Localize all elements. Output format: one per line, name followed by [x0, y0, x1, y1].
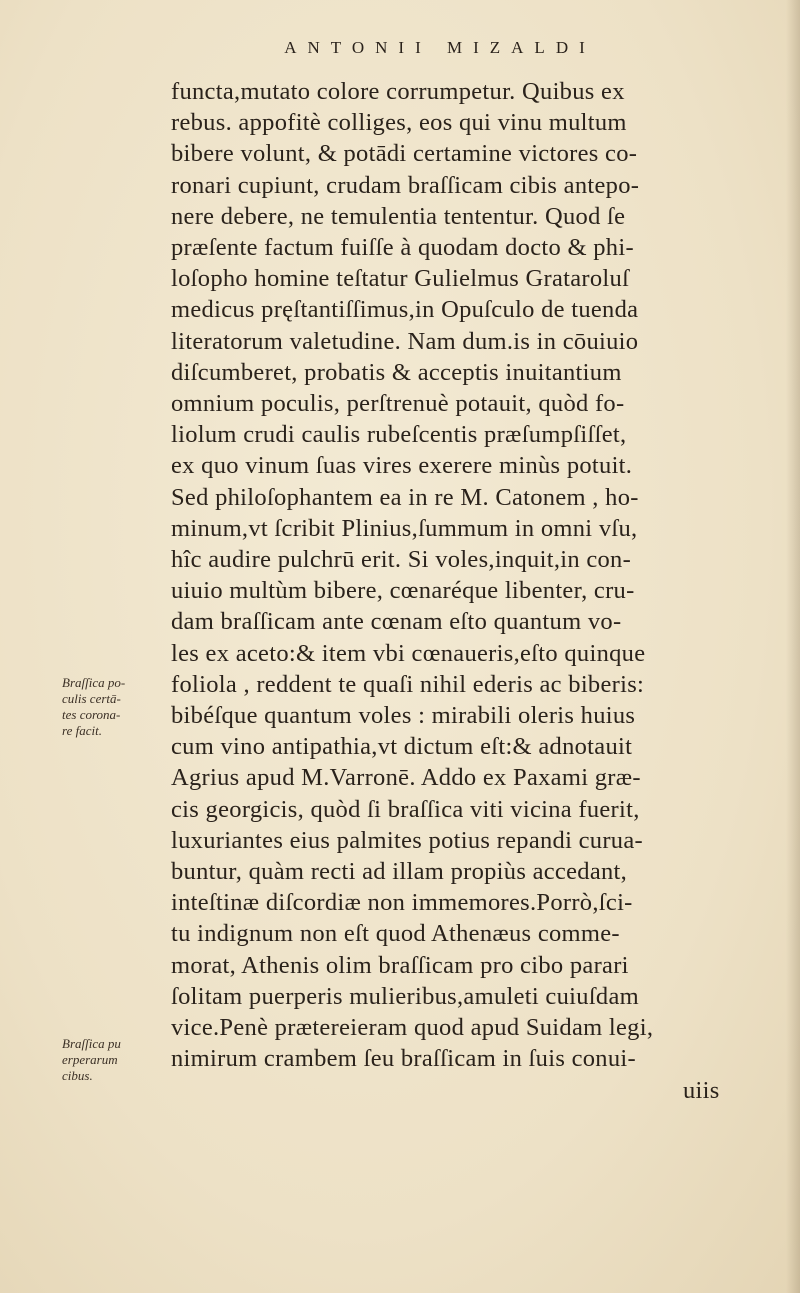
text-line: ſolitam puerperis mulieribus,amuleti cuiuſdam — [171, 982, 640, 1010]
text-line: morat, Athenis olim braſſicam pro cibo parari — [171, 951, 629, 979]
text-line: minum,vt ſcribit Plinius,ſummum in omni vſu, — [171, 514, 638, 542]
text-line: bibéſque quantum voles : mirabili oleris huius — [171, 702, 636, 730]
text-line: bibere volunt, & potādi certamine victores co- — [171, 140, 638, 168]
text-line: omnium poculis, perſtrenuè potauit, quòd fo- — [171, 390, 625, 418]
text-line: diſcumberet, probatis & acceptis inuitantium — [171, 358, 622, 386]
text-line: ex quo vinum ſuas vires exerere minùs potuit. — [171, 452, 633, 480]
text-line: dam braſſicam ante cœnam eſto quantum vo- — [171, 608, 622, 636]
text-line: nimirum crambem ſeu braſſicam in ſuis conui- — [171, 1045, 636, 1073]
margin-note-line: tes corona- — [62, 707, 121, 722]
margin-note-2 — [62, 1036, 172, 1084]
text-line: hîc audire pulchrū erit. Si voles,inquit,in con- — [171, 546, 632, 574]
text-line: loſopho homine teſtatur Gulielmus Grataroluſ — [171, 265, 630, 293]
text-line: Agrius apud M.Varronē. Addo ex Paxami græ- — [171, 764, 641, 792]
text-line: medicus pręſtantiſſimus,in Opuſculo de tuenda — [171, 296, 639, 324]
text-line: liolum crudi caulis rubeſcentis præſumpſiſſet, — [171, 421, 627, 449]
text-line: vice.Penè prætereieram quod apud Suidam legi, — [171, 1014, 654, 1042]
text-line: rebus. appofitè colliges, eos qui vinu multum — [171, 109, 627, 137]
text-line: præſente factum fuiſſe à quodam docto & phi- — [171, 234, 634, 262]
text-line: functa,mutato colore corrumpetur. Quibus ex — [171, 78, 625, 105]
margin-note-line: Braſſica pu — [62, 1036, 121, 1051]
margin-note-line: culis certā- — [62, 691, 121, 706]
text-line: les ex aceto:& item vbi cœnaueris,eſto quinque — [171, 639, 646, 667]
catchword: uiis — [683, 1076, 720, 1104]
text-line: Sed philoſophantem ea in re M. Catonem , ho- — [171, 483, 639, 511]
text-line: nere debere, ne temulentia tententur. Quod ſe — [171, 202, 626, 230]
margin-note-line: re facit. — [62, 723, 102, 738]
text-line: foliola , reddent te quaſi nihil ederis ac biberis: — [171, 670, 645, 698]
margin-note-1 — [62, 675, 172, 739]
text-line: literatorum valetudine. Nam dum.is in cōuiuio — [171, 327, 639, 355]
text-line: ronari cupiunt, crudam braſſicam cibis antepo- — [171, 171, 640, 199]
text-line: tu indignum non eſt quod Athenæus comme- — [171, 920, 620, 948]
text-line: luxuriantes eius palmites potius repandi curua- — [171, 826, 643, 854]
running-header: ANTONII MIZALDI — [284, 38, 596, 57]
margin-note-line: Braſſica po- — [62, 675, 126, 690]
margin-note-line: erperarum — [62, 1052, 118, 1067]
text-line: uiuio multùm bibere, cœnaréque libenter, cru- — [171, 577, 635, 605]
text-line: cis georgicis, quòd ſi braſſica viti vicina fuerit, — [171, 795, 640, 823]
margin-note-line: cibus. — [62, 1068, 93, 1083]
body-text — [171, 76, 800, 1106]
text-line: cum vino antipathia,vt dictum eſt:& adnotauit — [171, 733, 633, 761]
text-line: inteſtinæ diſcordiæ non immemores.Porrò,ſci- — [171, 889, 633, 917]
text-line: buntur, quàm recti ad illam propiùs accedant, — [171, 858, 628, 886]
